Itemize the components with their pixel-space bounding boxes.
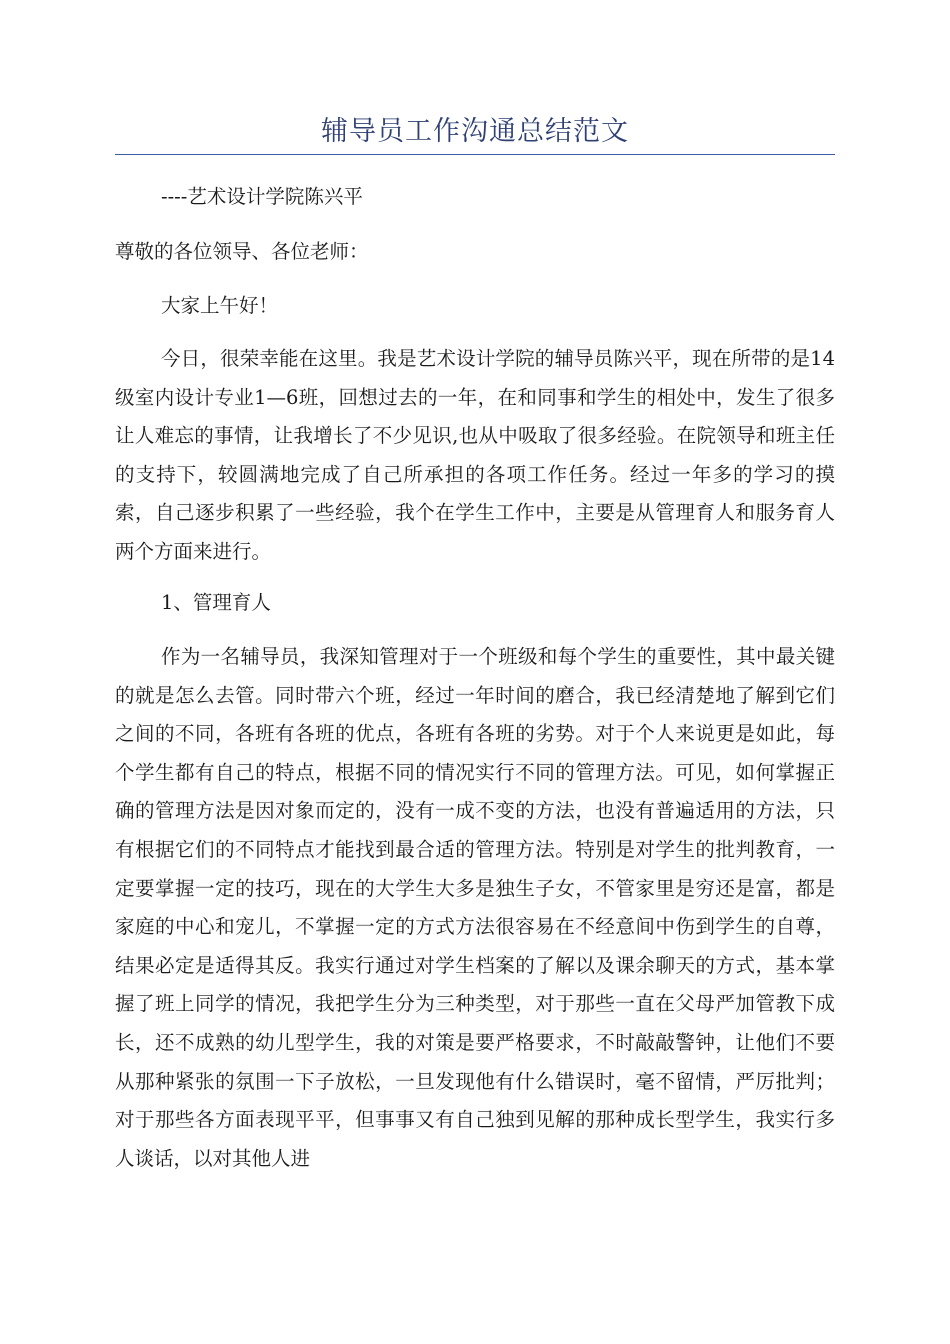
greeting: 大家上午好！ [161,294,279,317]
section-heading: 1、管理育人 [161,591,271,614]
paragraph-intro: 今日，很荣幸能在这里。我是艺术设计学院的辅导员陈兴平，现在所带的是14级室内设计专业1—6班，回想过去的一年，在和同事和学生的相处中，发生了很多让人难忘的事情，让我增长了不少见识,也从中吸取了很多经验。在院领导和班主任的支持下，较圆满地完成了自己所承担的各项工作任务。经过一年多的学习的摸索，自己逐步积累了一些经验，我个在学生工作中，主要是从管理育人和服务育人两个方面来进行。 [115,347,835,563]
title-underline [115,154,835,155]
paragraph-management: 作为一名辅导员，我深知管理对于一个班级和每个学生的重要性，其中最关键的就是怎么去管。同时带六个班，经过一年时间的磨合，我已经清楚地了解到它们之间的不同，各班有各班的优点，各班有各班的劣势。对于个人来说更是如此，每个学生都有自己的特点，根据不同的情况实行不同的管理方法。可见，如何掌握正确的管理方法是因对象而定的，没有一成不变的方法，也没有普遍适用的方法，只有根据它们的不同特点才能找到最合适的管理方法。特别是对学生的批判教育，一定要掌握一定的技巧，现在的大学生大多是独生子女，不管家里是穷还是富，都是家庭的中心和宠儿，不掌握一定的方式方法很容易在不经意间中伤到学生的自尊，结果必定是适得其反。我实行通过对学生档案的了解以及课余聊天的方式，基本掌握了班上同学的情况，我把学生分为三种类型，对于那些一直在父母严加管教下成长，还不成熟的幼儿型学生，我的对策是要严格要求，不时敲敲警钟，让他们不要从那种紧张的氛围一下子放松，一旦发现他有什么错误时，毫不留情，严厉批判；对于那些各方面表现平平，但事事又有自己独到见解的那种成长型学生，我实行多人谈话，以对其他人进 [115,645,835,1170]
byline: ----艺术设计学院陈兴平 [161,185,363,208]
salutation: 尊敬的各位领导、各位老师： [115,240,369,263]
document-title: 辅导员工作沟通总结范文 [321,116,629,147]
